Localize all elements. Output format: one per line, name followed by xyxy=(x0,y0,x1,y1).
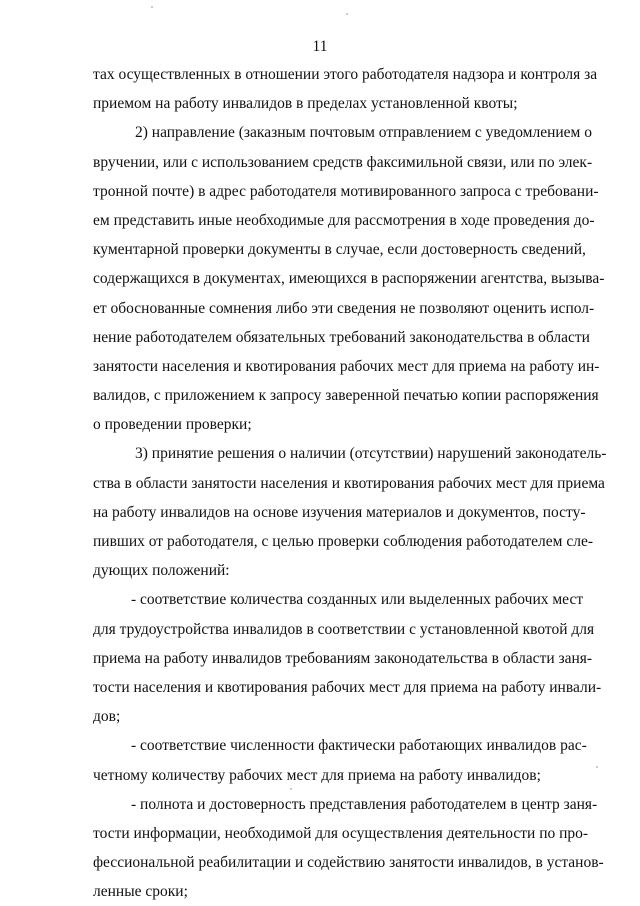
text-line: четному количеству рабочих мест для приема на работу инвалидов; xyxy=(93,766,541,784)
text-line: ет обоснованные сомнения либо эти сведения не позволяют оценить испол- xyxy=(93,299,595,317)
document-body xyxy=(93,60,607,906)
text-line: вручении, или с использованием средств факсимильной связи, или по элек- xyxy=(93,153,593,171)
text-line: дов; xyxy=(93,708,121,726)
text-line: - соответствие количества созданных или выделенных рабочих мест xyxy=(131,591,584,609)
paragraph xyxy=(93,60,598,118)
text-line: ленные сроки; xyxy=(93,883,188,901)
scan-speck xyxy=(346,13,348,15)
scan-speck xyxy=(151,6,153,8)
text-line: кументарной проверки документы в случае, если достоверность сведений, xyxy=(93,241,586,259)
text-line: тах осуществленных в отношении этого работодателя надзора и контроля за xyxy=(93,66,598,83)
text-line: ем представить иные необходимые для рассмотрения в ходе проведения до- xyxy=(93,211,595,229)
text-line: 2) направление (заказным почтовым отправлением с уведомлением о xyxy=(135,124,592,142)
text-line: приемом на работу инвалидов в пределах установленной квоты; xyxy=(93,95,518,113)
text-line: содержащихся в документах, имеющихся в распоряжении агентства, вызыва- xyxy=(93,270,605,288)
text-line: о проведении проверки; xyxy=(93,416,252,434)
text-line: приема на работу инвалидов требованиям законодательства в области заня- xyxy=(93,649,593,667)
scan-speck xyxy=(290,788,292,790)
paragraph xyxy=(93,118,605,439)
text-line: ства в области занятости населения и квотирования рабочих мест для приема xyxy=(93,474,605,492)
text-line: занятости населения и квотирования рабочих мест для приема на работу ин- xyxy=(93,357,600,375)
text-line: дующих положений: xyxy=(93,562,230,580)
paragraph xyxy=(93,585,602,731)
text-line: - полнота и достоверность представления работодателем в центр заня- xyxy=(131,795,598,813)
text-line: для трудоустройства инвалидов в соответствии с установленной квотой для xyxy=(93,620,595,638)
paragraph xyxy=(93,790,604,906)
text-line: тронной почте) в адрес работодателя мотивированного запроса с требовани- xyxy=(93,182,599,200)
page-number: 11 xyxy=(312,38,328,55)
text-line: тости населения и квотирования рабочих мест для приема на работу инвали- xyxy=(93,678,602,696)
text-line: фессиональной реабилитации и содействию занятости инвалидов, в установ- xyxy=(93,854,604,872)
text-line: тости информации, необходимой для осуществления деятельности по про- xyxy=(93,824,589,842)
paragraph xyxy=(93,731,587,789)
scan-speck xyxy=(596,766,598,768)
text-line: нение работодателем обязательных требований законодательства в области xyxy=(93,328,590,346)
text-line: 3) принятие решения о наличии (отсутствии) нарушений законодатель- xyxy=(135,445,607,463)
text-line: валидов, с приложением к запросу заверенной печатью копии распоряжения xyxy=(93,387,599,405)
text-line: - соответствие численности фактически работающих инвалидов рас- xyxy=(131,737,587,755)
paragraph xyxy=(93,439,607,585)
text-line: пивших от работодателя, с целью проверки соблюдения работодателем сле- xyxy=(93,533,593,550)
text-line: на работу инвалидов на основе изучения материалов и документов, посту- xyxy=(93,503,586,521)
